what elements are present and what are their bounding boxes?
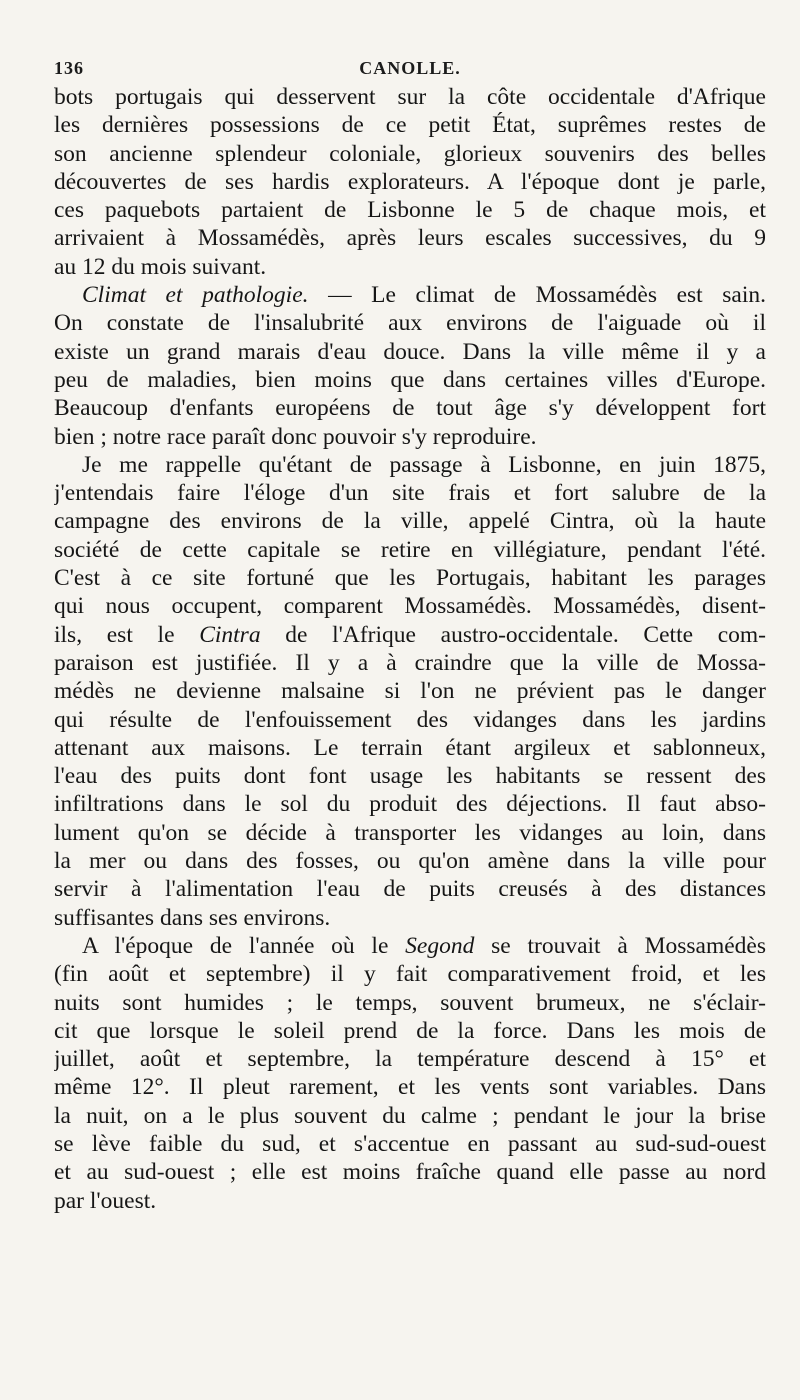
text-line — [54, 621, 766, 649]
text-run: l'eau des puits dont font usage les habitants se ressent des — [54, 763, 766, 790]
text-line — [54, 83, 766, 111]
italic-text: Climat et pathologie. — [82, 282, 309, 309]
text-run: servir à l'alimentation l'eau de puits creusés à des distances — [54, 876, 766, 903]
text-run: attenant aux maisons. Le terrain étant argileux et sablonneux, — [54, 734, 766, 761]
text-run: suffisantes dans ses environs. — [54, 904, 331, 931]
page-header — [54, 58, 766, 84]
text-line — [54, 734, 766, 762]
text-run: lument qu'on se décide à transporter les vidanges au loin, dans — [54, 819, 766, 846]
text-run: au 12 du mois suivant. — [54, 253, 267, 280]
text-run: Beaucoup d'enfants européens de tout âge s'y développent fort — [54, 395, 766, 422]
text-line — [54, 706, 766, 734]
body-text — [54, 83, 766, 1215]
text-run: médès ne devienne malsaine si l'on ne prévient pas le danger — [54, 678, 766, 705]
text-line — [54, 394, 766, 422]
text-run: de l'Afrique austro-occidentale. Cette com- — [260, 621, 766, 648]
text-line — [54, 1158, 766, 1186]
text-run: ils, est le — [54, 621, 200, 648]
text-run: et au sud-ouest ; elle est moins fraîche quand elle passe au nord — [54, 1159, 766, 1186]
text-line — [54, 338, 766, 366]
text-line — [54, 224, 766, 252]
text-run: qui résulte de l'enfouissement des vidanges dans les jardins — [54, 706, 766, 733]
text-line — [54, 989, 766, 1017]
text-run: qui nous occupent, comparent Mossamédès. Mossamédès, disent- — [54, 593, 766, 620]
text-run: les dernières possessions de ce petit État, suprêmes restes de — [54, 112, 766, 139]
text-line — [54, 1102, 766, 1130]
text-run: paraison est justifiée. Il y a à craindre que la ville de Mossa- — [54, 649, 766, 676]
text-line — [54, 677, 766, 705]
text-run: bots portugais qui desservent sur la côte occidentale d'Afrique — [54, 84, 766, 110]
page-number: 136 — [54, 58, 84, 78]
text-line — [54, 536, 766, 564]
text-run: j'entendais faire l'éloge d'un site frais et fort salubre de la — [54, 480, 766, 507]
text-line — [54, 1017, 766, 1045]
text-run: par l'ouest. — [54, 1187, 157, 1214]
text-line — [54, 1073, 766, 1101]
text-run: ces paquebots partaient de Lisbonne le 5 de chaque mois, et — [54, 197, 766, 224]
text-line — [54, 592, 766, 620]
text-line — [54, 1187, 766, 1215]
italic-text: Segond — [405, 932, 475, 959]
text-line — [54, 196, 766, 224]
italic-text: Cintra — [199, 621, 261, 648]
text-line — [54, 309, 766, 337]
text-run: la nuit, on a le plus souvent du calme ; pendant le jour la brise — [54, 1102, 766, 1129]
text-run: A l'époque de l'année où le — [82, 932, 406, 959]
text-line — [54, 904, 766, 932]
text-run: même 12°. Il pleut rarement, et les vents sont variables. Dans — [54, 1074, 766, 1101]
text-run: campagne des environs de la ville, appelé Cintra, où la haute — [54, 508, 766, 535]
text-line — [54, 564, 766, 592]
text-run: juillet, août et septembre, la température descend à 15° et — [54, 1046, 766, 1073]
text-run: (fin août et septembre) il y fait comparativement froid, et les — [54, 961, 766, 988]
text-line — [54, 281, 766, 309]
text-run: bien ; notre race paraît donc pouvoir s'y reproduire. — [54, 423, 537, 450]
text-run: C'est à ce site fortuné que les Portugais, habitant les parages — [54, 565, 766, 592]
text-run: se lève faible du sud, et s'accentue en passant au sud-sud-ouest — [54, 1130, 766, 1157]
text-run: — Le climat de Mossamédès est sain. — [308, 282, 766, 309]
text-line — [54, 423, 766, 451]
text-run: Je me rappelle qu'étant de passage à Lisbonne, en juin 1875, — [82, 451, 766, 478]
running-head: CANOLLE. — [359, 58, 461, 78]
text-line — [54, 253, 766, 281]
text-line — [54, 819, 766, 847]
text-line — [54, 479, 766, 507]
text-line — [54, 140, 766, 168]
text-line — [54, 649, 766, 677]
text-line — [54, 932, 766, 960]
text-line — [54, 762, 766, 790]
text-line — [54, 875, 766, 903]
text-line — [54, 790, 766, 818]
text-run: se trouvait à Mossamédès — [474, 932, 766, 959]
text-line — [54, 1130, 766, 1158]
text-line — [54, 451, 766, 479]
text-run: peu de maladies, bien moins que dans certaines villes d'Europe. — [54, 366, 766, 393]
text-run: découvertes de ses hardis explorateurs. A l'époque dont je parle, — [54, 168, 766, 195]
text-run: infiltrations dans le sol du produit des déjections. Il faut abso- — [54, 791, 766, 818]
text-run: la mer ou dans des fosses, ou qu'on amène dans la ville pour — [54, 848, 766, 875]
text-run: On constate de l'insalubrité aux environs de l'aiguade où il — [54, 310, 766, 337]
text-line — [54, 847, 766, 875]
text-line — [54, 1045, 766, 1073]
text-run: son ancienne splendeur coloniale, glorieux souvenirs des belles — [54, 140, 766, 167]
text-run: arrivaient à Mossamédès, après leurs escales successives, du 9 — [54, 225, 766, 252]
text-line — [54, 960, 766, 988]
text-line — [54, 111, 766, 139]
text-run: nuits sont humides ; le temps, souvent brumeux, ne s'éclair- — [54, 989, 766, 1016]
text-line — [54, 366, 766, 394]
text-line — [54, 168, 766, 196]
text-run: existe un grand marais d'eau douce. Dans la ville même il y a — [54, 338, 766, 365]
text-run: cit que lorsque le soleil prend de la force. Dans les mois de — [54, 1017, 766, 1044]
text-line — [54, 507, 766, 535]
text-run: société de cette capitale se retire en villégiature, pendant l'été. — [54, 536, 766, 563]
